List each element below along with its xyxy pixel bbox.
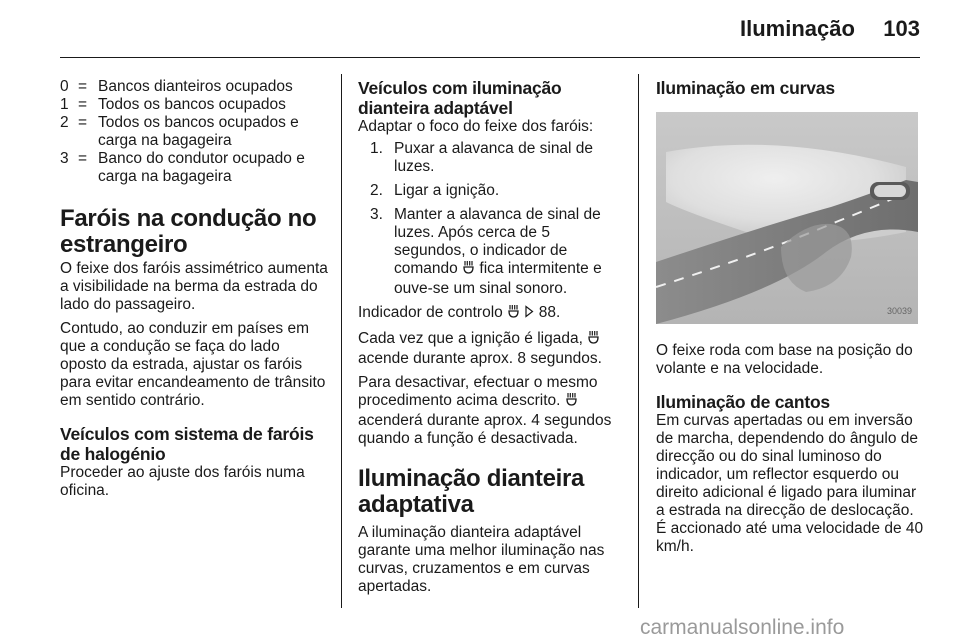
column-2 <box>358 78 620 602</box>
paragraph: Contudo, ao conduzir em países em que a condução se faça do lado oposto da estrada, ajustar os faróis para evitar encandeamento de trânsito em sentido contrário. <box>60 320 326 409</box>
heading-halogen: Veículos com sistema de faróis de halogénio <box>60 424 314 464</box>
heading-adaptive-vehicles: Veículos com iluminação dianteira adaptável <box>358 78 562 118</box>
paragraph: O feixe roda com base na posição do volante e na velocidade. <box>656 342 913 377</box>
paragraph: Indicador de controlo 88. <box>358 304 620 324</box>
heading-corner-lighting: Iluminação de cantos <box>656 392 830 412</box>
paragraph: O feixe dos faróis assimétrico aumenta a visibilidade na berma da estrada do lado do passageiro. <box>60 260 328 313</box>
column-divider-1 <box>341 74 342 608</box>
column-1 <box>60 78 328 506</box>
column-3 <box>656 78 924 562</box>
headlamp-indicator-icon <box>565 392 578 412</box>
paragraph: Para desactivar, efectuar o mesmo procedimento acima descrito. acenderá durante aprox. 4 segundos quando a função é desactivada. <box>358 374 612 447</box>
paragraph: Cada vez que a ignição é ligada, acende durante aprox. 8 segundos. <box>358 330 602 367</box>
paragraph: Em curvas apertadas ou em inversão de marcha, dependendo do ângulo de direcção ou do sinal luminoso do indicador, um reflector esquerdo ou direito adicional é ligado para iluminar a estrada na direcção de deslocação. É accionado até uma velocidade de 40 km/h. <box>656 412 924 555</box>
headlamp-indicator-icon <box>587 330 600 350</box>
load-list <box>60 78 328 186</box>
paragraph: Proceder ao ajuste dos faróis numa oficina. <box>60 464 305 499</box>
header-rule <box>60 57 920 58</box>
paragraph: Adaptar o foco do feixe dos faróis: <box>358 118 594 135</box>
watermark: carmanualsonline.info <box>640 616 845 639</box>
list-item: 2. Ligar a ignição. <box>370 182 500 199</box>
list-item: 2 = Todos os bancos ocupados e carga na bagageira <box>60 114 299 149</box>
list-item: 3. Manter a alavanca de sinal de luzes. Após cerca de 5 segundos, o indicador de comando fica intermitente e ouve-se um sinal sonoro. <box>370 206 602 297</box>
figure-code: 30039 <box>886 306 912 316</box>
page-reference-link[interactable]: 88. <box>538 304 561 321</box>
heading-foreign-driving: Faróis na condução no estrangeiro <box>60 205 317 258</box>
road-illustration <box>656 112 918 324</box>
list-item: 1. Puxar a alavanca de sinal de luzes. <box>370 140 594 175</box>
page-number: 103 <box>883 16 920 41</box>
steps-list <box>358 140 620 298</box>
paragraph: A iluminação dianteira adaptável garante uma melhor iluminação nas curvas, cruzamentos e em curvas apertadas. <box>358 524 605 595</box>
headlamp-indicator-icon <box>507 304 520 324</box>
list-item: 0 = Bancos dianteiros ocupados <box>60 78 293 95</box>
heading-adaptive-lighting: Iluminação dianteira adaptativa <box>358 465 585 518</box>
heading-curve-lighting: Iluminação em curvas <box>656 78 835 98</box>
curve-lighting-illustration <box>656 112 918 324</box>
list-item: 3 = Banco do condutor ocupado e carga na bagageira <box>60 150 305 185</box>
list-item: 1 = Todos os bancos ocupados <box>60 96 286 113</box>
page-reference-icon <box>524 305 534 323</box>
column-divider-2 <box>638 74 639 608</box>
header-title: Iluminação <box>740 16 855 41</box>
headlamp-indicator-icon <box>462 260 475 280</box>
